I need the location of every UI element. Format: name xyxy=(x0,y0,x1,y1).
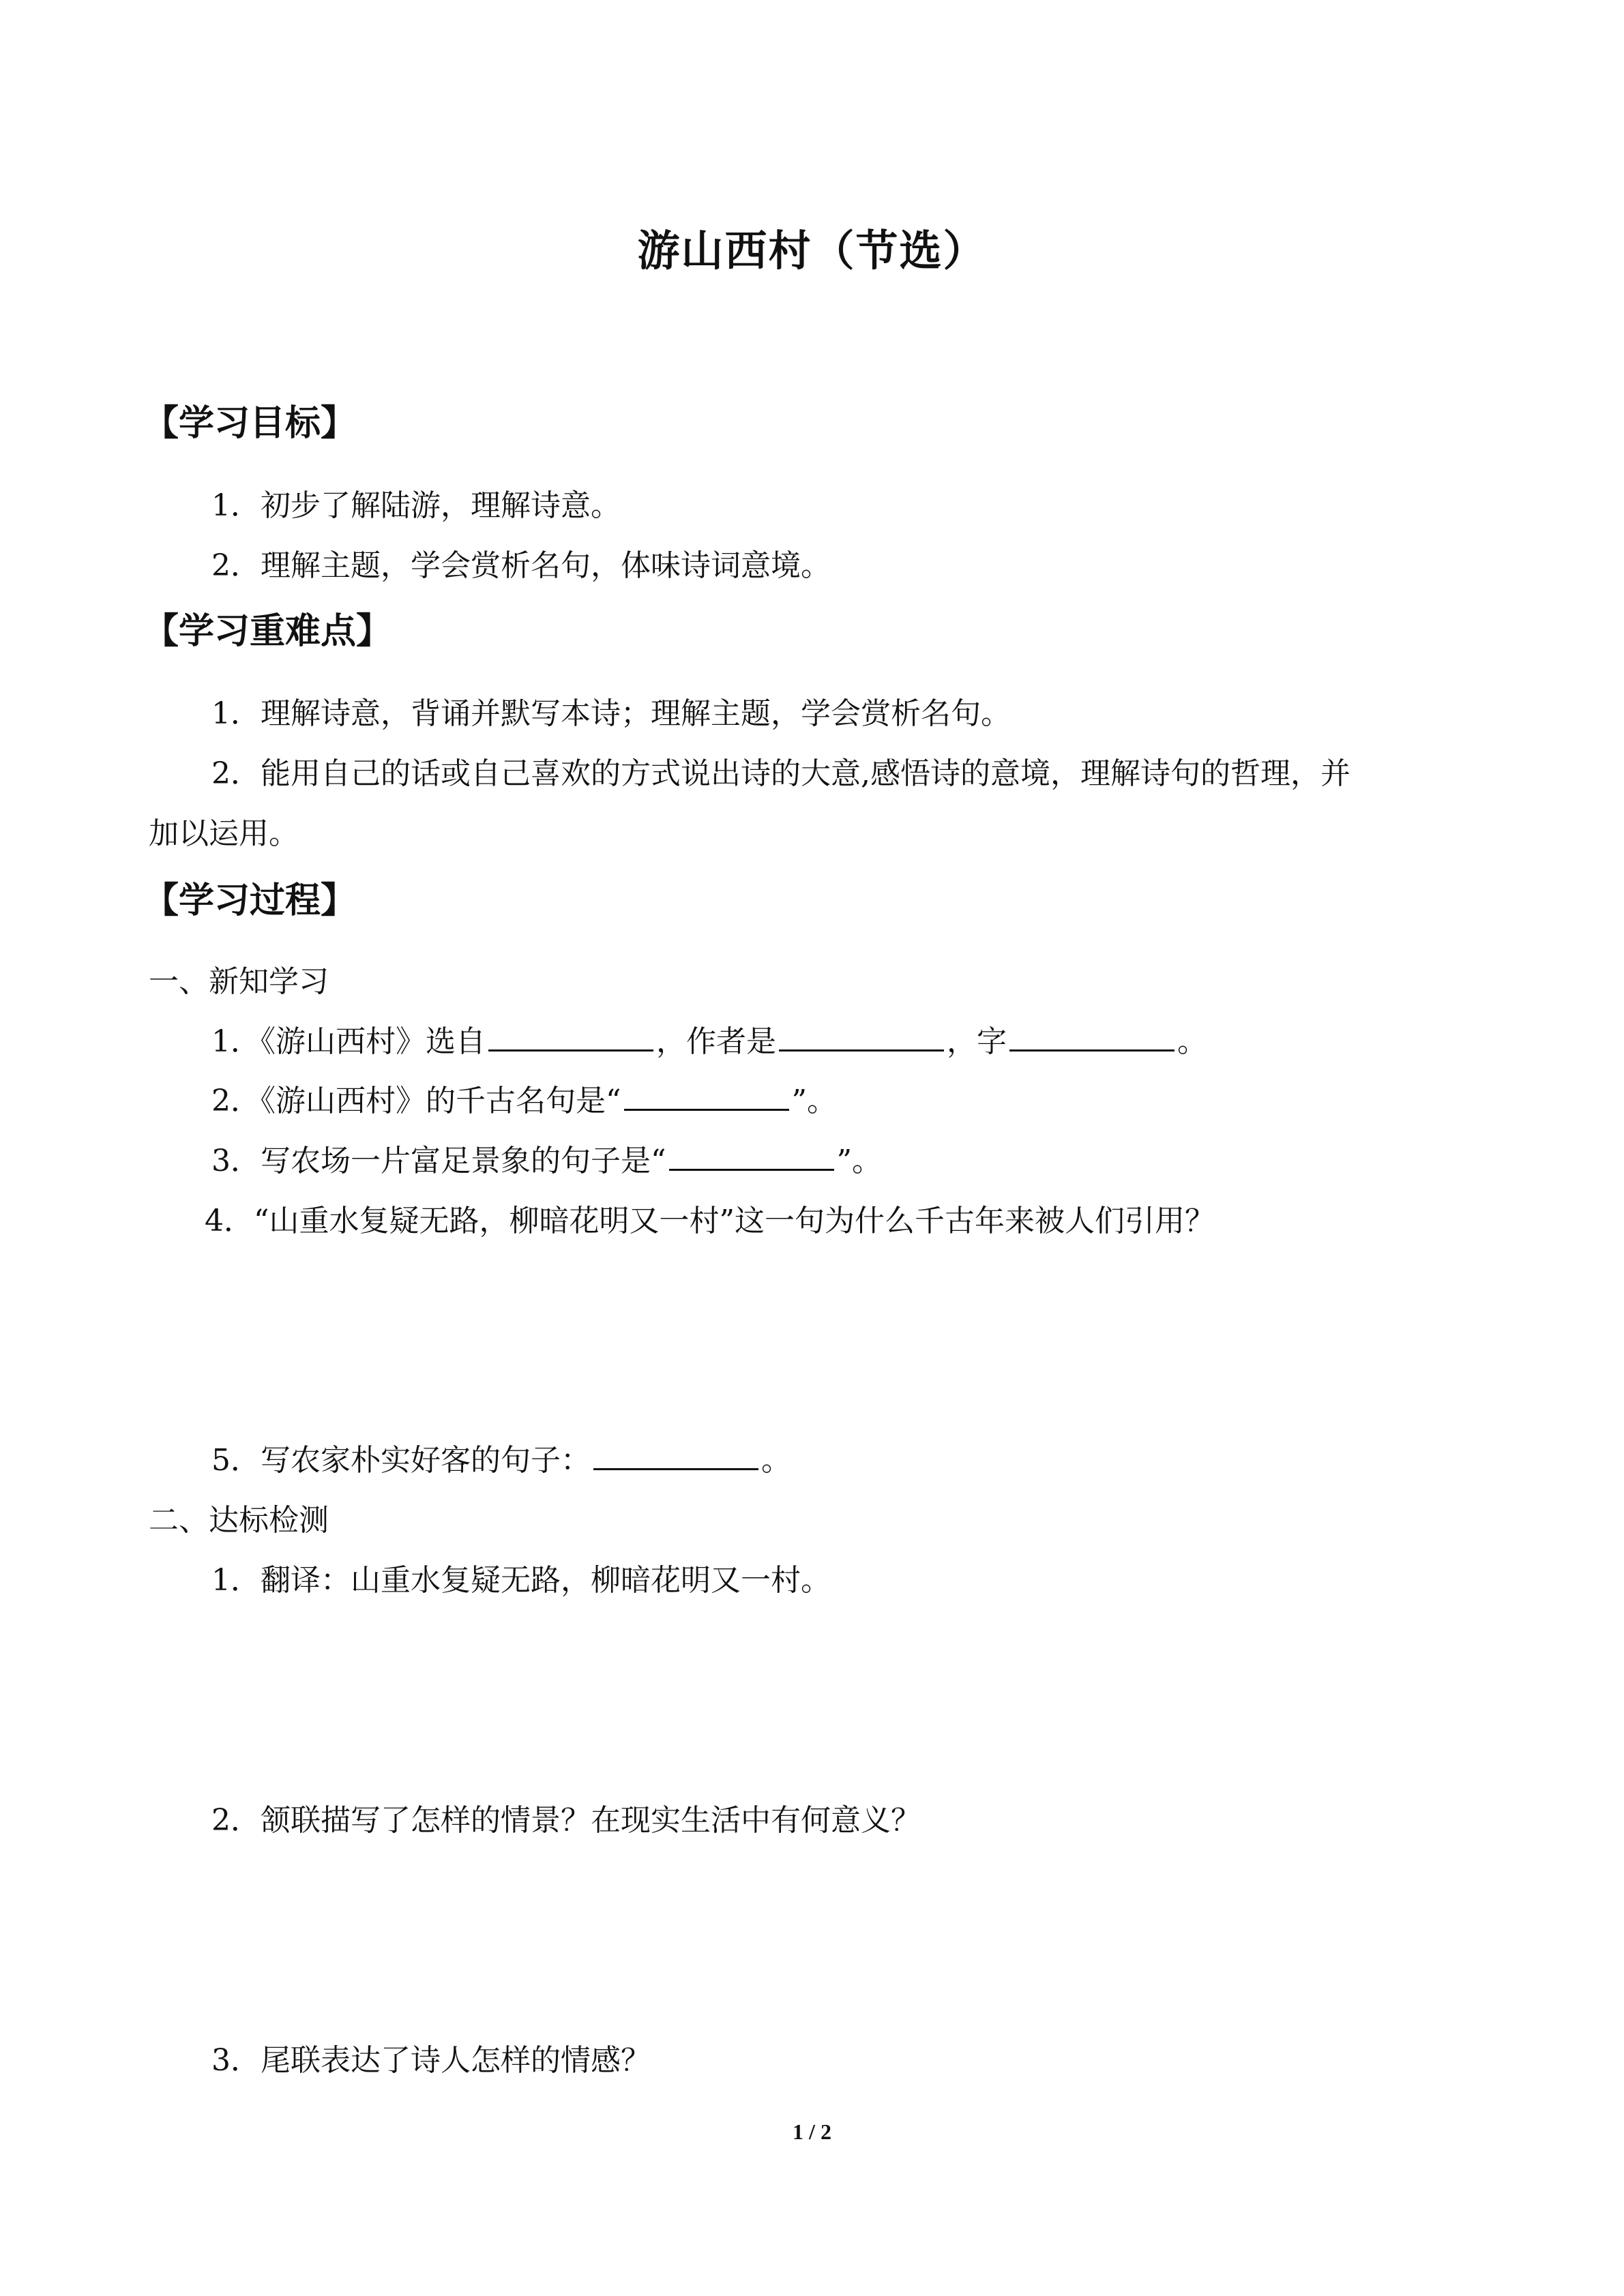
check-question-3: 3．尾联表达了诗人怎样的情感？ xyxy=(211,2043,651,2078)
answer-blank[interactable] xyxy=(669,1142,834,1171)
question-text: ”。 xyxy=(791,1084,837,1118)
question-4: 4．“山重水复疑无路，柳暗花明又一村”这一句为什么千古年来被人们引用？ xyxy=(205,1204,1215,1238)
question-text: 5．写农家朴实好客的句子： xyxy=(211,1443,591,1478)
key-point-item: 1．理解诗意，背诵并默写本诗；理解主题，学会赏析名句。 xyxy=(211,696,1011,731)
question-2 xyxy=(211,1076,837,1120)
question-3 xyxy=(211,1136,882,1180)
key-points-heading: 【学习重难点】 xyxy=(143,611,392,652)
page-title: 游山西村（节选） xyxy=(637,226,987,275)
answer-blank[interactable] xyxy=(593,1441,758,1470)
part1-label: 一、新知学习 xyxy=(149,964,329,999)
question-text: ”。 xyxy=(836,1144,882,1178)
key-point-item-continued: 加以运用。 xyxy=(149,816,299,851)
question-text: 2．《游山西村》的千古名句是“ xyxy=(211,1084,621,1118)
objective-item: 1．初步了解陆游，理解诗意。 xyxy=(211,488,621,523)
answer-blank[interactable] xyxy=(624,1082,789,1111)
page-number: 1 / 2 xyxy=(793,2119,831,2144)
key-point-item: 2．能用自己的话或自己喜欢的方式说出诗的大意,感悟诗的意境，理解诗句的哲理，并 xyxy=(211,756,1350,791)
question-text: ，字 xyxy=(947,1024,1007,1059)
part2-label: 二、达标检测 xyxy=(149,1503,329,1538)
check-question-2: 2．颔联描写了怎样的情景？在现实生活中有何意义？ xyxy=(211,1803,921,1838)
question-1 xyxy=(211,1017,1207,1060)
answer-blank[interactable] xyxy=(1009,1022,1175,1052)
question-text: 。 xyxy=(761,1443,791,1478)
answer-blank[interactable] xyxy=(488,1022,653,1052)
question-text: 1．《游山西村》选自 xyxy=(211,1024,486,1059)
process-heading: 【学习过程】 xyxy=(143,880,357,921)
objective-item: 2．理解主题，学会赏析名句，体味诗词意境。 xyxy=(211,548,831,583)
question-5 xyxy=(211,1435,791,1479)
objectives-heading: 【学习目标】 xyxy=(143,403,357,444)
question-text: 3．写农场一片富足景象的句子是“ xyxy=(211,1144,666,1178)
question-text: ，作者是 xyxy=(656,1024,776,1059)
answer-blank[interactable] xyxy=(779,1022,944,1052)
check-question-1: 1．翻译：山重水复疑无路，柳暗花明又一村。 xyxy=(211,1563,831,1598)
question-text: 。 xyxy=(1177,1024,1207,1059)
